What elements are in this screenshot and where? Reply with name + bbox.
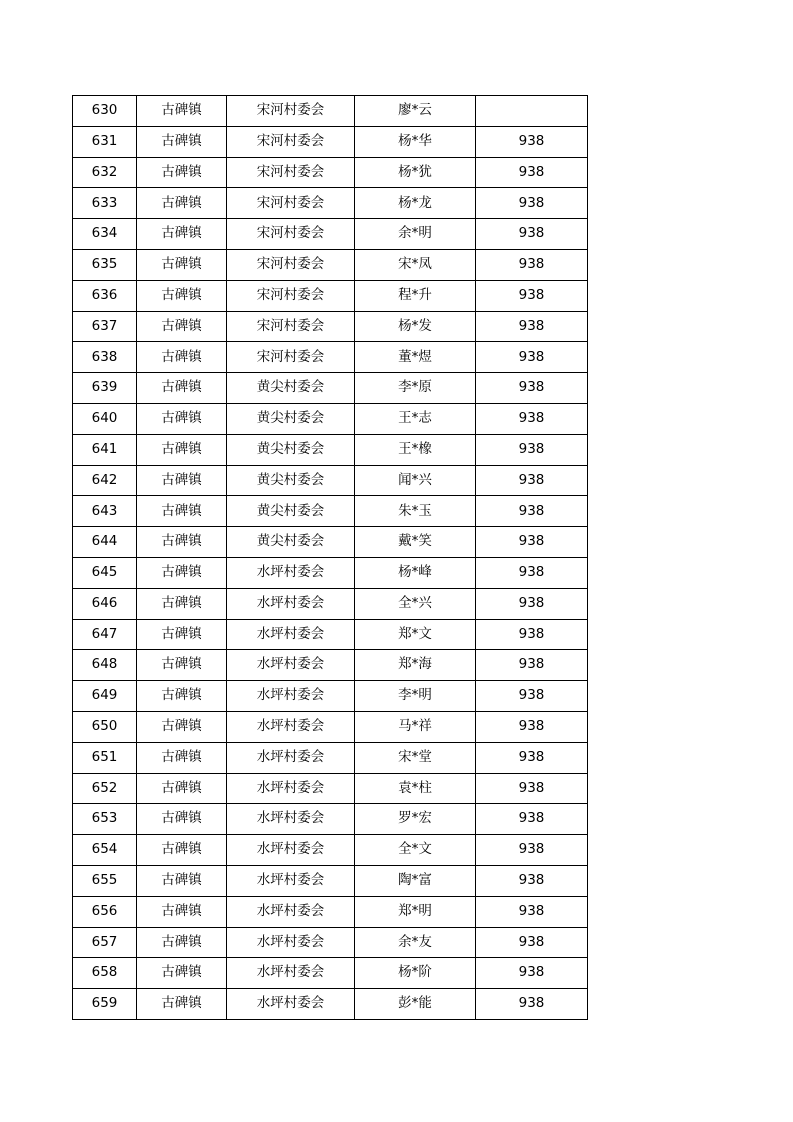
row-number-cell: 650 — [73, 711, 137, 742]
amount-cell: 938 — [476, 742, 588, 773]
village-cell: 宋河村委会 — [227, 126, 355, 157]
village-cell: 水坪村委会 — [227, 865, 355, 896]
row-number-cell: 647 — [73, 619, 137, 650]
table-row — [73, 496, 588, 527]
row-number-cell: 655 — [73, 865, 137, 896]
table-row — [73, 157, 588, 188]
amount-cell: 938 — [476, 311, 588, 342]
subsidy-table — [72, 95, 588, 1020]
name-cell: 程*升 — [355, 280, 476, 311]
village-cell: 水坪村委会 — [227, 896, 355, 927]
town-cell: 古碑镇 — [137, 896, 227, 927]
amount-cell: 938 — [476, 804, 588, 835]
table-row — [73, 835, 588, 866]
row-number-cell: 644 — [73, 527, 137, 558]
town-cell: 古碑镇 — [137, 557, 227, 588]
town-cell: 古碑镇 — [137, 681, 227, 712]
amount-cell: 938 — [476, 681, 588, 712]
town-cell: 古碑镇 — [137, 927, 227, 958]
name-cell: 罗*宏 — [355, 804, 476, 835]
row-number-cell: 645 — [73, 557, 137, 588]
village-cell: 宋河村委会 — [227, 188, 355, 219]
amount-cell: 938 — [476, 650, 588, 681]
village-cell: 宋河村委会 — [227, 157, 355, 188]
amount-cell: 938 — [476, 527, 588, 558]
town-cell: 古碑镇 — [137, 249, 227, 280]
row-number-cell: 659 — [73, 989, 137, 1020]
amount-cell: 938 — [476, 557, 588, 588]
table-row — [73, 96, 588, 127]
name-cell: 袁*柱 — [355, 773, 476, 804]
row-number-cell: 633 — [73, 188, 137, 219]
table-row — [73, 865, 588, 896]
name-cell: 宋*堂 — [355, 742, 476, 773]
village-cell: 水坪村委会 — [227, 588, 355, 619]
amount-cell: 938 — [476, 280, 588, 311]
town-cell: 古碑镇 — [137, 650, 227, 681]
village-cell: 水坪村委会 — [227, 835, 355, 866]
row-number-cell: 658 — [73, 958, 137, 989]
name-cell: 郑*海 — [355, 650, 476, 681]
village-cell: 黄尖村委会 — [227, 403, 355, 434]
amount-cell: 938 — [476, 434, 588, 465]
table-row — [73, 927, 588, 958]
table-row — [73, 989, 588, 1020]
amount-cell: 938 — [476, 126, 588, 157]
name-cell: 宋*凤 — [355, 249, 476, 280]
name-cell: 陶*富 — [355, 865, 476, 896]
village-cell: 黄尖村委会 — [227, 527, 355, 558]
row-number-cell: 643 — [73, 496, 137, 527]
village-cell: 黄尖村委会 — [227, 496, 355, 527]
name-cell: 全*兴 — [355, 588, 476, 619]
name-cell: 杨*华 — [355, 126, 476, 157]
name-cell: 余*明 — [355, 219, 476, 250]
table-row — [73, 280, 588, 311]
amount-cell: 938 — [476, 373, 588, 404]
village-cell: 黄尖村委会 — [227, 434, 355, 465]
row-number-cell: 637 — [73, 311, 137, 342]
village-cell: 宋河村委会 — [227, 96, 355, 127]
name-cell: 全*文 — [355, 835, 476, 866]
village-cell: 水坪村委会 — [227, 681, 355, 712]
town-cell: 古碑镇 — [137, 373, 227, 404]
amount-cell: 938 — [476, 496, 588, 527]
name-cell: 李*明 — [355, 681, 476, 712]
table-row — [73, 650, 588, 681]
town-cell: 古碑镇 — [137, 804, 227, 835]
village-cell: 水坪村委会 — [227, 927, 355, 958]
table-row — [73, 619, 588, 650]
town-cell: 古碑镇 — [137, 96, 227, 127]
table-row — [73, 681, 588, 712]
village-cell: 水坪村委会 — [227, 989, 355, 1020]
name-cell: 彭*能 — [355, 989, 476, 1020]
name-cell: 杨*龙 — [355, 188, 476, 219]
town-cell: 古碑镇 — [137, 588, 227, 619]
village-cell: 宋河村委会 — [227, 280, 355, 311]
table-row — [73, 465, 588, 496]
table-row — [73, 527, 588, 558]
amount-cell: 938 — [476, 588, 588, 619]
village-cell: 宋河村委会 — [227, 311, 355, 342]
name-cell: 闻*兴 — [355, 465, 476, 496]
table-row — [73, 896, 588, 927]
row-number-cell: 635 — [73, 249, 137, 280]
table-row — [73, 773, 588, 804]
amount-cell: 938 — [476, 989, 588, 1020]
amount-cell: 938 — [476, 773, 588, 804]
row-number-cell: 657 — [73, 927, 137, 958]
village-cell: 黄尖村委会 — [227, 373, 355, 404]
amount-cell: 938 — [476, 958, 588, 989]
row-number-cell: 654 — [73, 835, 137, 866]
table-row — [73, 742, 588, 773]
amount-cell: 938 — [476, 403, 588, 434]
town-cell: 古碑镇 — [137, 865, 227, 896]
town-cell: 古碑镇 — [137, 527, 227, 558]
amount-cell: 938 — [476, 249, 588, 280]
amount-cell: 938 — [476, 188, 588, 219]
table-row — [73, 711, 588, 742]
name-cell: 王*志 — [355, 403, 476, 434]
table-row — [73, 219, 588, 250]
row-number-cell: 646 — [73, 588, 137, 619]
table-row — [73, 958, 588, 989]
amount-cell — [476, 96, 588, 127]
town-cell: 古碑镇 — [137, 403, 227, 434]
name-cell: 杨*阶 — [355, 958, 476, 989]
row-number-cell: 648 — [73, 650, 137, 681]
table-body — [73, 96, 588, 1020]
table-row — [73, 403, 588, 434]
amount-cell: 938 — [476, 157, 588, 188]
name-cell: 郑*明 — [355, 896, 476, 927]
table-row — [73, 188, 588, 219]
village-cell: 水坪村委会 — [227, 557, 355, 588]
amount-cell: 938 — [476, 465, 588, 496]
town-cell: 古碑镇 — [137, 434, 227, 465]
row-number-cell: 652 — [73, 773, 137, 804]
town-cell: 古碑镇 — [137, 219, 227, 250]
name-cell: 余*友 — [355, 927, 476, 958]
amount-cell: 938 — [476, 711, 588, 742]
town-cell: 古碑镇 — [137, 342, 227, 373]
town-cell: 古碑镇 — [137, 619, 227, 650]
village-cell: 水坪村委会 — [227, 742, 355, 773]
row-number-cell: 631 — [73, 126, 137, 157]
name-cell: 董*煜 — [355, 342, 476, 373]
town-cell: 古碑镇 — [137, 742, 227, 773]
amount-cell: 938 — [476, 835, 588, 866]
amount-cell: 938 — [476, 927, 588, 958]
name-cell: 廖*云 — [355, 96, 476, 127]
town-cell: 古碑镇 — [137, 773, 227, 804]
village-cell: 宋河村委会 — [227, 249, 355, 280]
town-cell: 古碑镇 — [137, 958, 227, 989]
town-cell: 古碑镇 — [137, 835, 227, 866]
town-cell: 古碑镇 — [137, 280, 227, 311]
amount-cell: 938 — [476, 342, 588, 373]
village-cell: 水坪村委会 — [227, 773, 355, 804]
row-number-cell: 639 — [73, 373, 137, 404]
town-cell: 古碑镇 — [137, 989, 227, 1020]
row-number-cell: 638 — [73, 342, 137, 373]
row-number-cell: 630 — [73, 96, 137, 127]
name-cell: 马*祥 — [355, 711, 476, 742]
table-row — [73, 557, 588, 588]
amount-cell: 938 — [476, 896, 588, 927]
name-cell: 朱*玉 — [355, 496, 476, 527]
row-number-cell: 634 — [73, 219, 137, 250]
table-row — [73, 373, 588, 404]
table-row — [73, 249, 588, 280]
amount-cell: 938 — [476, 865, 588, 896]
table-row — [73, 342, 588, 373]
name-cell: 杨*发 — [355, 311, 476, 342]
name-cell: 戴*笑 — [355, 527, 476, 558]
village-cell: 宋河村委会 — [227, 219, 355, 250]
table-row — [73, 588, 588, 619]
village-cell: 水坪村委会 — [227, 650, 355, 681]
row-number-cell: 653 — [73, 804, 137, 835]
amount-cell: 938 — [476, 219, 588, 250]
row-number-cell: 636 — [73, 280, 137, 311]
table-row — [73, 126, 588, 157]
town-cell: 古碑镇 — [137, 465, 227, 496]
village-cell: 水坪村委会 — [227, 711, 355, 742]
row-number-cell: 641 — [73, 434, 137, 465]
village-cell: 宋河村委会 — [227, 342, 355, 373]
table-row — [73, 311, 588, 342]
town-cell: 古碑镇 — [137, 126, 227, 157]
row-number-cell: 640 — [73, 403, 137, 434]
table-row — [73, 804, 588, 835]
row-number-cell: 649 — [73, 681, 137, 712]
village-cell: 水坪村委会 — [227, 804, 355, 835]
row-number-cell: 632 — [73, 157, 137, 188]
village-cell: 黄尖村委会 — [227, 465, 355, 496]
amount-cell: 938 — [476, 619, 588, 650]
village-cell: 水坪村委会 — [227, 958, 355, 989]
town-cell: 古碑镇 — [137, 496, 227, 527]
town-cell: 古碑镇 — [137, 157, 227, 188]
town-cell: 古碑镇 — [137, 188, 227, 219]
name-cell: 杨*峰 — [355, 557, 476, 588]
table-row — [73, 434, 588, 465]
town-cell: 古碑镇 — [137, 711, 227, 742]
village-cell: 水坪村委会 — [227, 619, 355, 650]
row-number-cell: 651 — [73, 742, 137, 773]
town-cell: 古碑镇 — [137, 311, 227, 342]
name-cell: 李*原 — [355, 373, 476, 404]
name-cell: 王*橡 — [355, 434, 476, 465]
row-number-cell: 642 — [73, 465, 137, 496]
row-number-cell: 656 — [73, 896, 137, 927]
name-cell: 郑*文 — [355, 619, 476, 650]
name-cell: 杨*犹 — [355, 157, 476, 188]
